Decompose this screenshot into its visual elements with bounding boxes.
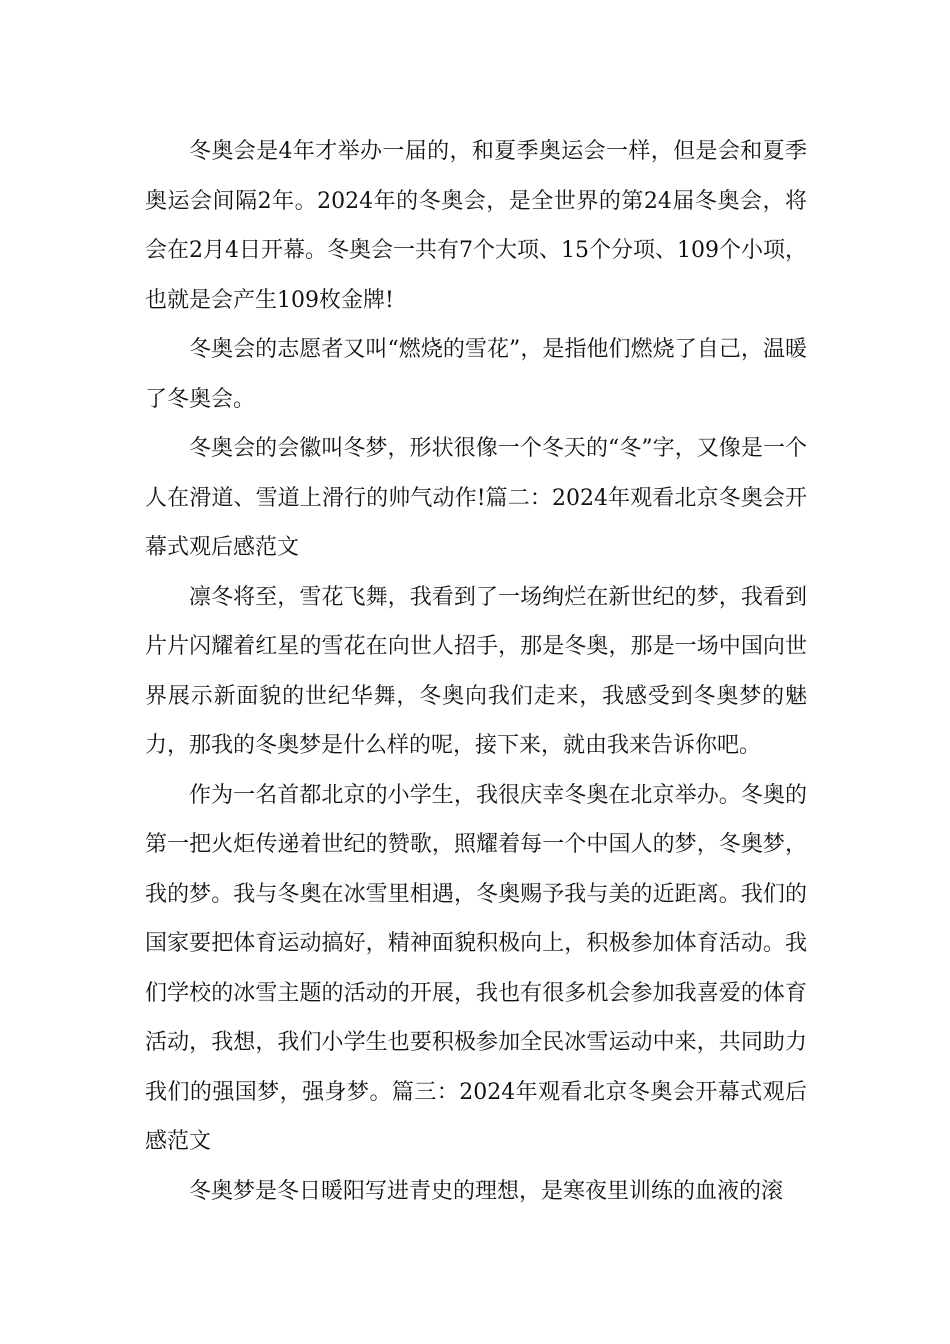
paragraph: 冬奥会的志愿者又叫“燃烧的雪花”，是指他们燃烧了自己，温暖了冬奥会。	[145, 337, 807, 412]
paragraph: 冬奥梦是冬日暖阳写进青史的理想，是寒夜里训练的血液的滚	[189, 1178, 784, 1204]
paragraph: 冬奥会是4年才举办一届的，和夏季奥运会一样，但是会和夏季奥运会间隔2年。2024年的冬奥会，是全世界的第24届冬奥会，将会在2月4日开幕。冬奥会一共有7个大项、15个分项、109个小项，也就是会产生109枚金牌!	[145, 139, 807, 313]
document-body	[145, 127, 807, 1216]
paragraph: 凛冬将至，雪花飞舞，我看到了一场绚烂在新世纪的梦，我看到片片闪耀着红星的雪花在向世人招手，那是冬奥，那是一场中国向世界展示新面貌的世纪华舞，冬奥向我们走来，我感受到冬奥梦的魅力，那我的冬奥梦是什么样的呢，接下来，就由我来告诉你吧。	[145, 584, 807, 758]
paragraph: 冬奥会的会徽叫冬梦，形状很像一个冬天的“冬”字，又像是一个人在滑道、雪道上滑行的帅气动作!篇二：2024年观看北京冬奥会开幕式观后感范文	[145, 436, 807, 560]
paragraph: 作为一名首都北京的小学生，我很庆幸冬奥在北京举办。冬奥的第一把火炬传递着世纪的赞歌，照耀着每一个中国人的梦，冬奥梦，我的梦。我与冬奥在冰雪里相遇，冬奥赐予我与美的近距离。我们的国家要把体育运动搞好，精神面貌积极向上，积极参加体育活动。我们学校的冰雪主题的活动的开展，我也有很多机会参加我喜爱的体育活动，我想，我们小学生也要积极参加全民冰雪运动中来，共同助力我们的强国梦，强身梦。篇三：2024年观看北京冬奥会开幕式观后感范文	[145, 782, 807, 1154]
